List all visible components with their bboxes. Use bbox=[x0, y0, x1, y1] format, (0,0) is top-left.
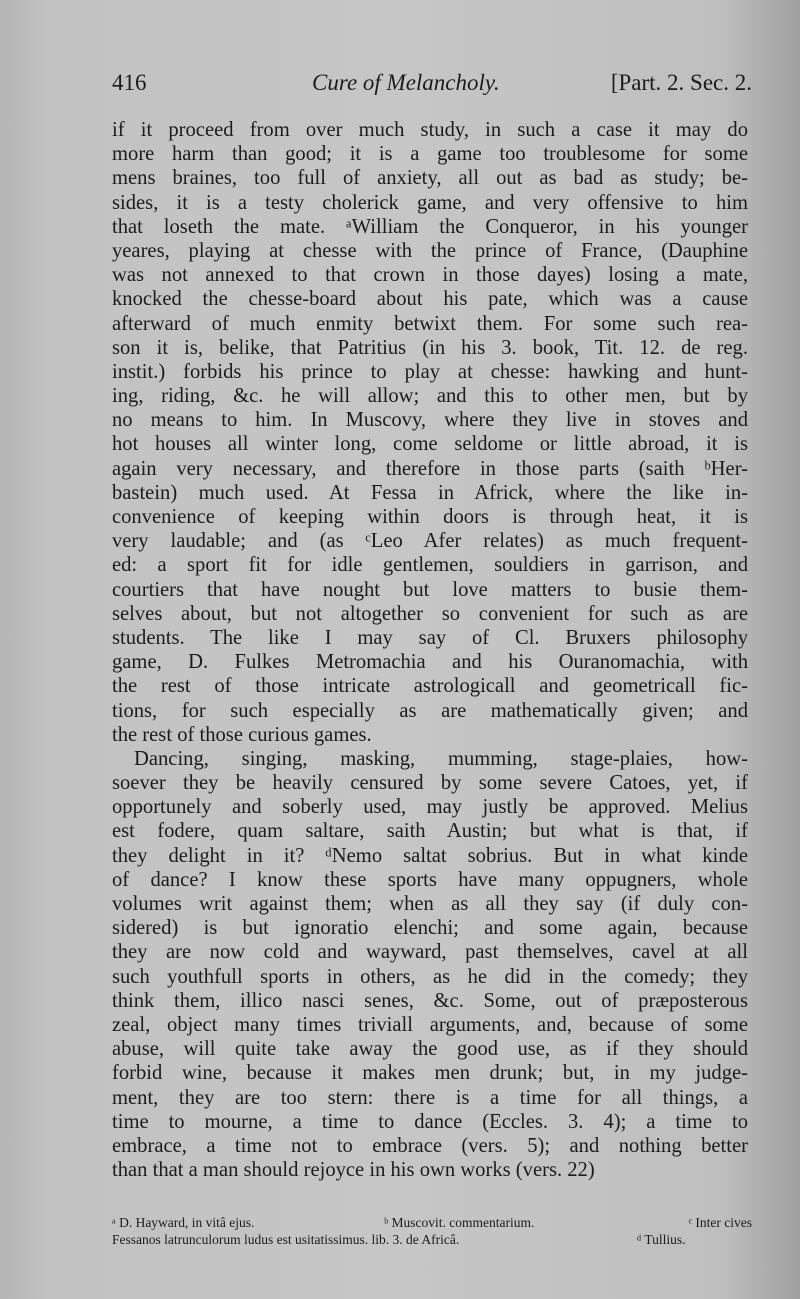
text-line: bastein) much used. At Fessa in Africk, where the like in- bbox=[112, 481, 748, 504]
page-number: 416 bbox=[112, 70, 147, 95]
text-line: such youthfull sports in others, as he did in the comedy; they bbox=[112, 965, 748, 988]
text-line: forbid wine, because it makes men drunk; but, in my judge- bbox=[112, 1062, 748, 1085]
text-line: est fodere, quam saltare, saith Austin; but what is that, if bbox=[112, 820, 748, 843]
section-marker: [Part. 2. Sec. 2. bbox=[610, 70, 752, 95]
footnote-a: ᵃ D. Hayward, in vitâ ejus. bbox=[112, 1215, 255, 1230]
text-line: ment, they are too stern: there is a time for all things, a bbox=[112, 1086, 748, 1109]
text-line: time to mourne, a time to dance (Eccles. 3. 4); a time to bbox=[112, 1110, 748, 1133]
text-line: they delight in it? ᵈNemo saltat sobrius. But in what kinde bbox=[112, 844, 748, 867]
body-text bbox=[112, 118, 748, 1182]
text-line: no means to him. In Muscovy, where they live in stoves and bbox=[112, 409, 748, 432]
text-line: of dance? I know these sports have many oppugners, whole bbox=[112, 868, 748, 891]
footnote-c-continued: Fessanos latrunculorum ludus est usitatissimus. lib. 3. de Africâ. bbox=[112, 1232, 460, 1247]
text-line: tions, for such especially as are mathematically given; and bbox=[112, 699, 748, 722]
text-line: they are now cold and wayward, past themselves, cavel at all bbox=[112, 941, 748, 964]
text-line: that loseth the mate. ᵃWilliam the Conqueror, in his younger bbox=[112, 215, 748, 238]
footnote-d: ᵈ Tullius. bbox=[637, 1232, 686, 1247]
text-line: students. The like I may say of Cl. Bruxers philosophy bbox=[112, 626, 748, 649]
footnote-b: ᵇ Muscovit. commentarium. bbox=[384, 1215, 535, 1230]
text-line: abuse, will quite take away the good use, as if they should bbox=[112, 1038, 748, 1061]
footnote-row bbox=[112, 1214, 752, 1231]
text-line: embrace, a time not to embrace (vers. 5); and nothing better bbox=[112, 1134, 748, 1157]
text-line: soever they be heavily censured by some severe Catoes, yet, if bbox=[112, 772, 748, 795]
text-line: think them, illico nasci senes, &c. Some, out of præposterous bbox=[112, 989, 748, 1012]
running-header bbox=[112, 70, 752, 102]
text-line: selves about, but not altogether so convenient for such as are bbox=[112, 602, 748, 625]
text-line: sidered) is but ignoratio elenchi; and some again, because bbox=[112, 917, 748, 940]
text-line: convenience of keeping within doors is through heat, it is bbox=[112, 506, 748, 528]
text-line: knocked the chesse-board about his pate, which was a cause bbox=[112, 288, 748, 311]
text-line: sides, it is a testy cholerick game, and very offensive to him bbox=[112, 191, 748, 214]
text-line: Dancing, singing, masking, mumming, stage-plaies, how- bbox=[134, 747, 748, 770]
text-line: more harm than good; it is a game too troublesome for some bbox=[112, 143, 748, 166]
text-line: yeares, playing at chesse with the prince of France, (Dauphine bbox=[112, 239, 748, 262]
footnote-row bbox=[112, 1231, 752, 1248]
text-line: volumes writ against them; when as all they say (if duly con- bbox=[112, 893, 748, 915]
text-line: if it proceed from over much study, in such a case it may do bbox=[112, 119, 748, 141]
text-line: than that a man should rejoyce in his own works (vers. 22) bbox=[112, 1159, 595, 1182]
text-line: zeal, object many times triviall arguments, and, because of some bbox=[112, 1013, 748, 1036]
text-line: the rest of those curious games. bbox=[112, 723, 372, 746]
text-line: the rest of those intricate astrologicall and geometricall fic- bbox=[112, 675, 748, 698]
text-line: again very necessary, and therefore in those parts (saith ᵇHer- bbox=[112, 457, 748, 480]
text-line: instit.) forbids his prince to play at chesse: hawking and hunt- bbox=[112, 360, 748, 383]
text-line: ing, riding, &c. he will allow; and this to other men, but by bbox=[112, 385, 748, 408]
text-line: afterward of much enmity betwixt them. For some such rea- bbox=[112, 312, 748, 335]
footnote-c: ᶜ Inter cives bbox=[688, 1215, 752, 1230]
text-line: hot houses all winter long, come seldome or little abroad, it is bbox=[112, 433, 748, 456]
text-line: was not annexed to that crown in those dayes) losing a mate, bbox=[112, 264, 748, 287]
text-line: game, D. Fulkes Metromachia and his Ouranomachia, with bbox=[112, 651, 748, 674]
text-line: courtiers that have nought but love matters to busie them- bbox=[112, 578, 748, 601]
text-line: mens braines, too full of anxiety, all out as bad as study; be- bbox=[112, 167, 748, 190]
text-line: ed: a sport fit for idle gentlemen, souldiers in garrison, and bbox=[112, 554, 748, 577]
running-title: Cure of Melancholy. bbox=[312, 70, 500, 95]
text-line: son it is, belike, that Patritius (in his 3. book, Tit. 12. de reg. bbox=[112, 336, 748, 359]
text-line: very laudable; and (as ᶜLeo Afer relates) as much frequent- bbox=[112, 530, 748, 553]
text-line: opportunely and soberly used, may justly be approved. Melius bbox=[112, 796, 748, 819]
footnotes bbox=[112, 1214, 752, 1248]
